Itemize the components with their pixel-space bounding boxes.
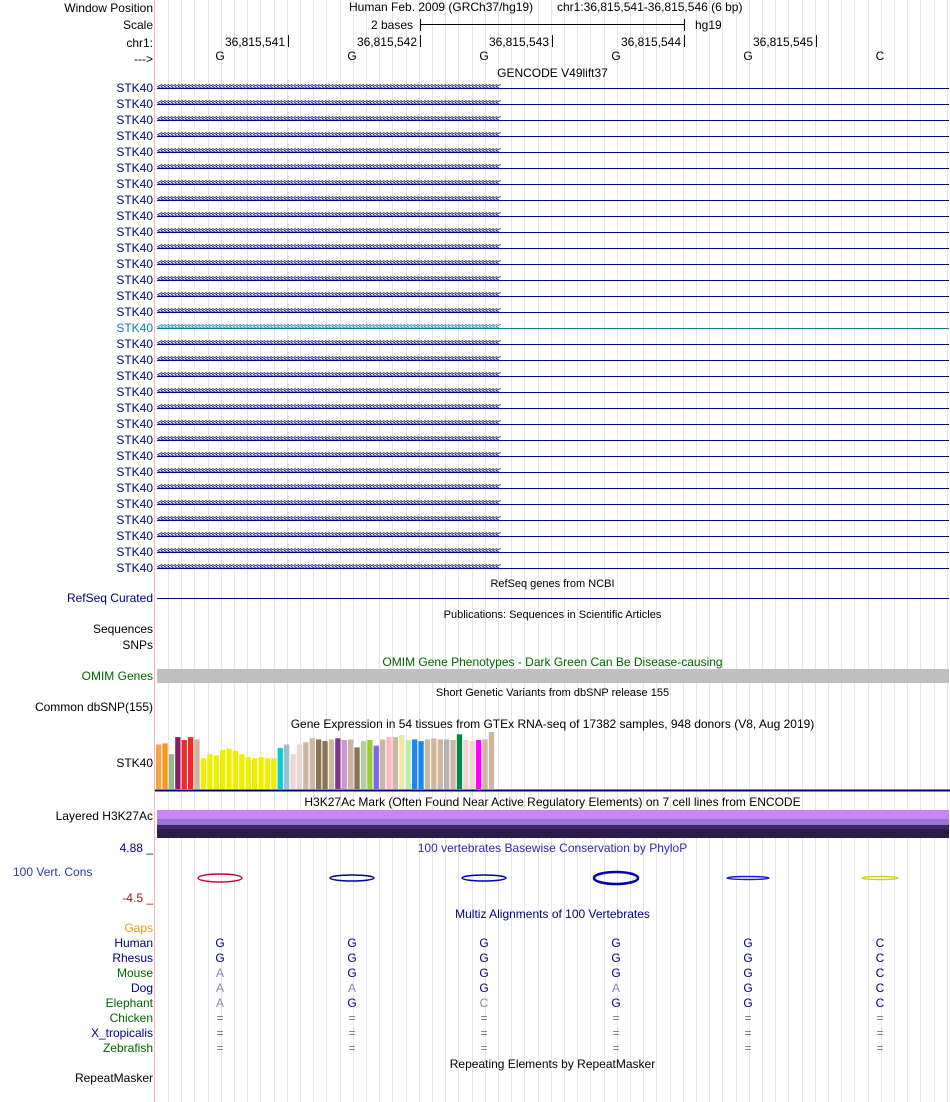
aligned-base: C bbox=[875, 951, 885, 965]
scale-bar-right-cap bbox=[684, 19, 685, 31]
gtex-tissue-bar[interactable] bbox=[226, 749, 231, 790]
repeatmasker-label[interactable]: RepeatMasker bbox=[74, 1071, 153, 1085]
gtex-tissue-bar[interactable] bbox=[220, 750, 225, 789]
phylop-conservation-plot[interactable] bbox=[155, 866, 950, 890]
ruler-tick-mark bbox=[552, 35, 553, 47]
species-label[interactable]: Rhesus bbox=[112, 951, 153, 965]
gtex-tissue-bar[interactable] bbox=[303, 742, 308, 789]
refseq-gene-line[interactable] bbox=[157, 598, 949, 599]
gtex-tissue-bar[interactable] bbox=[322, 741, 327, 789]
gencode-transcript[interactable] bbox=[0, 80, 950, 96]
dbsnp-label[interactable]: Common dbSNP(155) bbox=[34, 700, 153, 714]
gtex-tissue-bar[interactable] bbox=[399, 735, 404, 789]
gtex-tissue-bar[interactable] bbox=[156, 745, 161, 790]
gtex-tissue-bar[interactable] bbox=[431, 738, 436, 789]
aligned-base: C bbox=[875, 996, 885, 1010]
aligned-base: = bbox=[216, 1011, 224, 1025]
aligned-base: A bbox=[215, 966, 224, 980]
strand-arrows: < < < < < < < < < < < < < < < < < < < < < < < < < < < < < < < < < < < < < < < < < < < < < < < < < < < < < < < < < < < < < < < < < < < < < < < < < < < < < < < < < < < < < < < < < < < < < < < < < < < < bbox=[157, 450, 499, 461]
aligned-base: = bbox=[612, 1011, 620, 1025]
aligned-base: G bbox=[347, 936, 357, 950]
gtex-tissue-bar[interactable] bbox=[329, 739, 334, 789]
gtex-tissue-bar[interactable] bbox=[258, 757, 263, 789]
gtex-tissue-bar[interactable] bbox=[175, 737, 180, 789]
aligned-base: = bbox=[744, 1011, 752, 1025]
transcript-label[interactable]: STK40 bbox=[116, 545, 153, 559]
aligned-base: G bbox=[743, 951, 753, 965]
refseq-track-title: RefSeq genes from NCBI bbox=[490, 578, 615, 590]
gtex-tissue-bar[interactable] bbox=[194, 739, 199, 789]
reference-base: G bbox=[611, 49, 621, 63]
strand-arrows: < < < < < < < < < < < < < < < < < < < < < < < < < < < < < < < < < < < < < < < < < < < < < < < < < < < < < < < < < < < < < < < < < < < < < < < < < < < < < < < < < < < < < < < < < < < < < < < < < < < < bbox=[157, 146, 499, 157]
alignment-row[interactable] bbox=[0, 996, 950, 1011]
gtex-track-title: Gene Expression in 54 tissues from GTEx RNA-seq of 17382 samples, 948 donors (V8, Aug 2019) bbox=[290, 717, 815, 731]
phylop-base-glyph bbox=[594, 872, 638, 884]
gencode-transcript[interactable] bbox=[0, 352, 950, 368]
transcript-label[interactable]: STK40 bbox=[116, 305, 153, 319]
aligned-base: G bbox=[479, 981, 489, 995]
strand-arrows: < < < < < < < < < < < < < < < < < < < < < < < < < < < < < < < < < < < < < < < < < < < < < < < < < < < < < < < < < < < < < < < < < < < < < < < < < < < < < < < < < < < < < < < < < < < < < < < < < < < < bbox=[157, 114, 499, 125]
ruler-tick-label: 36,815,545 bbox=[752, 35, 813, 49]
strand-arrows: < < < < < < < < < < < < < < < < < < < < < < < < < < < < < < < < < < < < < < < < < < < < < < < < < < < < < < < < < < < < < < < < < < < < < < < < < < < < < < < < < < < < < < < < < < < < < < < < < < < < bbox=[157, 242, 499, 253]
species-label[interactable]: Dog bbox=[130, 981, 153, 995]
species-label[interactable]: Zebrafish bbox=[102, 1041, 153, 1055]
ruler-tick-label: 36,815,541 bbox=[224, 35, 285, 49]
transcript-label[interactable]: STK40 bbox=[116, 257, 153, 271]
gtex-tissue-bar[interactable] bbox=[271, 758, 276, 789]
transcript-label[interactable]: STK40 bbox=[116, 161, 153, 175]
phylop-ymin-label: -4.5 _ bbox=[122, 891, 153, 905]
gencode-transcript[interactable] bbox=[0, 320, 950, 336]
gencode-transcript[interactable] bbox=[0, 288, 950, 304]
aligned-base: G bbox=[215, 936, 225, 950]
aligned-base: G bbox=[347, 996, 357, 1010]
strand-arrows: < < < < < < < < < < < < < < < < < < < < < < < < < < < < < < < < < < < < < < < < < < < < < < < < < < < < < < < < < < < < < < < < < < < < < < < < < < < < < < < < < < < < < < < < < < < < < < < < < < < < bbox=[157, 530, 499, 541]
phylop-ymax-label: 4.88 _ bbox=[119, 841, 153, 855]
h3k27ac-label[interactable]: Layered H3K27Ac bbox=[55, 809, 153, 823]
gencode-transcript[interactable] bbox=[0, 368, 950, 384]
gencode-transcript[interactable] bbox=[0, 208, 950, 224]
publications-track-title: Publications: Sequences in Scientific Articles bbox=[443, 609, 662, 621]
gtex-expression-chart[interactable] bbox=[155, 731, 950, 793]
gtex-gene-label[interactable]: STK40 bbox=[116, 756, 153, 770]
scale-bar-left-cap bbox=[420, 19, 421, 31]
alignment-row[interactable] bbox=[0, 1011, 950, 1026]
aligned-base: G bbox=[743, 996, 753, 1010]
gtex-tissue-bar[interactable] bbox=[214, 755, 219, 789]
gtex-tissue-bar[interactable] bbox=[246, 757, 251, 789]
aligned-base: = bbox=[216, 1026, 224, 1040]
gtex-tissue-bar[interactable] bbox=[310, 738, 315, 789]
gencode-transcript[interactable] bbox=[0, 128, 950, 144]
gencode-transcript[interactable] bbox=[0, 480, 950, 496]
aligned-base: G bbox=[347, 966, 357, 980]
alignment-row[interactable] bbox=[0, 936, 950, 951]
ruler-tick-mark bbox=[684, 35, 685, 47]
transcript-label[interactable]: STK40 bbox=[116, 369, 153, 383]
strand-arrows: < < < < < < < < < < < < < < < < < < < < < < < < < < < < < < < < < < < < < < < < < < < < < < < < < < < < < < < < < < < < < < < < < < < < < < < < < < < < < < < < < < < < < < < < < < < < < < < < < < < < bbox=[157, 546, 499, 557]
gencode-transcript[interactable] bbox=[0, 560, 950, 576]
transcript-label[interactable]: STK40 bbox=[116, 97, 153, 111]
transcript-label[interactable]: STK40 bbox=[116, 497, 153, 511]
transcript-label[interactable]: STK40 bbox=[116, 529, 153, 543]
scale-bar bbox=[420, 24, 684, 25]
gencode-transcript[interactable] bbox=[0, 304, 950, 320]
strand-arrows: < < < < < < < < < < < < < < < < < < < < < < < < < < < < < < < < < < < < < < < < < < < < < < < < < < < < < < < < < < < < < < < < < < < < < < < < < < < < < < < < < < < < < < < < < < < < < < < < < < < < bbox=[157, 98, 499, 109]
strand-label: ---> bbox=[134, 52, 153, 66]
aligned-base: = bbox=[480, 1011, 488, 1025]
gtex-tissue-bar[interactable] bbox=[297, 745, 302, 790]
gtex-tissue-bar[interactable] bbox=[182, 740, 187, 789]
strand-arrows: < < < < < < < < < < < < < < < < < < < < < < < < < < < < < < < < < < < < < < < < < < < < < < < < < < < < < < < < < < < < < < < < < < < < < < < < < < < < < < < < < < < < < < < < < < < < < < < < < < < < bbox=[157, 466, 499, 477]
multiz-track-title: Multiz Alignments of 100 Vertebrates bbox=[455, 907, 650, 921]
gencode-transcript[interactable] bbox=[0, 496, 950, 512]
strand-arrows: < < < < < < < < < < < < < < < < < < < < < < < < < < < < < < < < < < < < < < < < < < < < < < < < < < < < < < < < < < < < < < < < < < < < < < < < < < < < < < < < < < < < < < < < < < < < < < < < < < < < bbox=[157, 274, 499, 285]
window-position-label: Window Position bbox=[64, 1, 153, 15]
gtex-tissue-bar[interactable] bbox=[367, 740, 372, 789]
aligned-base: = bbox=[348, 1026, 356, 1040]
repeatmasker-track-title: Repeating Elements by RepeatMasker bbox=[449, 1057, 656, 1071]
gtex-tissue-bar[interactable] bbox=[489, 732, 494, 789]
gtex-tissue-bar[interactable] bbox=[482, 739, 487, 789]
strand-arrows: < < < < < < < < < < < < < < < < < < < < < < < < < < < < < < < < < < < < < < < < < < < < < < < < < < < < < < < < < < < < < < < < < < < < < < < < < < < < < < < < < < < < < < < < < < < < < < < < < < < < bbox=[157, 162, 499, 173]
chrom-label: chr1: bbox=[126, 36, 153, 50]
aligned-base: = bbox=[744, 1041, 752, 1055]
transcript-label[interactable]: STK40 bbox=[116, 209, 153, 223]
gencode-transcript[interactable] bbox=[0, 96, 950, 112]
transcript-label[interactable]: STK40 bbox=[116, 225, 153, 239]
aligned-base: G bbox=[611, 951, 621, 965]
transcript-label[interactable]: STK40 bbox=[116, 193, 153, 207]
aligned-base: = bbox=[744, 1026, 752, 1040]
gencode-transcript[interactable] bbox=[0, 464, 950, 480]
transcript-label[interactable]: STK40 bbox=[116, 289, 153, 303]
ruler-tick-mark bbox=[420, 35, 421, 47]
aligned-base: = bbox=[348, 1011, 356, 1025]
aligned-base: G bbox=[743, 966, 753, 980]
gtex-tissue-bar[interactable] bbox=[425, 739, 430, 789]
species-label[interactable]: X_tropicalis bbox=[90, 1026, 153, 1040]
strand-arrows: < < < < < < < < < < < < < < < < < < < < < < < < < < < < < < < < < < < < < < < < < < < < < < < < < < < < < < < < < < < < < < < < < < < < < < < < < < < < < < < < < < < < < < < < < < < < < < < < < < < < bbox=[157, 354, 499, 365]
aligned-base: = bbox=[216, 1041, 224, 1055]
gencode-transcript[interactable] bbox=[0, 432, 950, 448]
transcript-label[interactable]: STK40 bbox=[116, 385, 153, 399]
db-name: hg19 bbox=[695, 18, 722, 32]
gtex-tissue-bar[interactable] bbox=[444, 739, 449, 789]
aligned-base: A bbox=[215, 981, 224, 995]
ruler-tick-label: 36,815,543 bbox=[488, 35, 549, 49]
reference-base: G bbox=[347, 49, 357, 63]
aligned-base: A bbox=[611, 981, 620, 995]
gtex-tissue-bar[interactable] bbox=[457, 734, 462, 789]
aligned-base: G bbox=[743, 981, 753, 995]
phylop-base-glyph bbox=[727, 877, 769, 880]
aligned-base: G bbox=[479, 966, 489, 980]
aligned-base: = bbox=[348, 1041, 356, 1055]
gtex-tissue-bar[interactable] bbox=[290, 754, 295, 789]
gtex-tissue-bar[interactable] bbox=[201, 758, 206, 789]
strand-arrows: < < < < < < < < < < < < < < < < < < < < < < < < < < < < < < < < < < < < < < < < < < < < < < < < < < < < < < < < < < < < < < < < < < < < < < < < < < < < < < < < < < < < < < < < < < < < < < < < < < < < bbox=[157, 82, 499, 93]
gencode-transcript[interactable] bbox=[0, 224, 950, 240]
phylop-base-glyph bbox=[862, 877, 898, 880]
gtex-tissue-bar[interactable] bbox=[412, 739, 417, 789]
omim-gene-bar[interactable] bbox=[157, 669, 949, 683]
dbsnp-track-title: Short Genetic Variants from dbSNP release 155 bbox=[435, 687, 670, 699]
publications-snps-label[interactable]: SNPs bbox=[122, 638, 153, 652]
strand-arrows: < < < < < < < < < < < < < < < < < < < < < < < < < < < < < < < < < < < < < < < < < < < < < < < < < < < < < < < < < < < < < < < < < < < < < < < < < < < < < < < < < < < < < < < < < < < < < < < < < < < < bbox=[157, 178, 499, 189]
gencode-transcript[interactable] bbox=[0, 336, 950, 352]
gtex-tissue-bar[interactable] bbox=[380, 739, 385, 789]
alignment-row[interactable] bbox=[0, 1026, 950, 1041]
aligned-base: = bbox=[612, 1041, 620, 1055]
phylop-label[interactable]: 100 Vert. Cons bbox=[13, 865, 93, 879]
gtex-tissue-bar[interactable] bbox=[342, 740, 347, 789]
phylop-base-glyph bbox=[462, 875, 506, 881]
refseq-label[interactable]: RefSeq Curated bbox=[66, 591, 153, 605]
h3k27ac-track-title: H3K27Ac Mark (Often Found Near Active Regulatory Elements) on 7 cell lines from ENCODE bbox=[304, 795, 801, 809]
gtex-tissue-bar[interactable] bbox=[239, 754, 244, 789]
gtex-tissue-bar[interactable] bbox=[207, 754, 212, 789]
omim-track-title: OMIM Gene Phenotypes - Dark Green Can Be Disease-causing bbox=[382, 655, 723, 669]
aligned-base: G bbox=[611, 936, 621, 950]
publications-sequences-label[interactable]: Sequences bbox=[92, 622, 153, 636]
ruler-tick-label: 36,815,542 bbox=[356, 35, 417, 49]
multiz-gaps-label[interactable]: Gaps bbox=[124, 921, 153, 935]
transcript-label[interactable]: STK40 bbox=[116, 465, 153, 479]
ruler-tick-mark bbox=[816, 35, 817, 47]
gtex-tissue-bar[interactable] bbox=[169, 754, 174, 789]
aligned-base: = bbox=[876, 1011, 884, 1025]
strand-arrows: < < < < < < < < < < < < < < < < < < < < < < < < < < < < < < < < < < < < < < < < < < < < < < < < < < < < < < < < < < < < < < < < < < < < < < < < < < < < < < < < < < < < < < < < < < < < < < < < < < < < bbox=[157, 258, 499, 269]
h3k27ac-band bbox=[157, 829, 949, 838]
species-label[interactable]: Elephant bbox=[105, 996, 153, 1010]
gencode-transcript[interactable] bbox=[0, 448, 950, 464]
reference-base: G bbox=[215, 49, 225, 63]
aligned-base: C bbox=[875, 966, 885, 980]
alignment-row[interactable] bbox=[0, 951, 950, 966]
strand-arrows: < < < < < < < < < < < < < < < < < < < < < < < < < < < < < < < < < < < < < < < < < < < < < < < < < < < < < < < < < < < < < < < < < < < < < < < < < < < < < < < < < < < < < < < < < < < < < < < < < < < < bbox=[157, 482, 499, 493]
transcript-label[interactable]: STK40 bbox=[116, 513, 153, 527]
strand-arrows: < < < < < < < < < < < < < < < < < < < < < < < < < < < < < < < < < < < < < < < < < < < < < < < < < < < < < < < < < < < < < < < < < < < < < < < < < < < < < < < < < < < < < < < < < < < < < < < < < < < < bbox=[157, 322, 499, 333]
gencode-transcript[interactable] bbox=[0, 416, 950, 432]
gencode-transcript[interactable] bbox=[0, 192, 950, 208]
strand-arrows: < < < < < < < < < < < < < < < < < < < < < < < < < < < < < < < < < < < < < < < < < < < < < < < < < < < < < < < < < < < < < < < < < < < < < < < < < < < < < < < < < < < < < < < < < < < < < < < < < < < < bbox=[157, 370, 499, 381]
alignment-row[interactable] bbox=[0, 1041, 950, 1056]
transcript-label[interactable]: STK40 bbox=[116, 481, 153, 495]
aligned-base: G bbox=[479, 936, 489, 950]
transcript-label[interactable]: STK40 bbox=[116, 113, 153, 127]
aligned-base: = bbox=[480, 1026, 488, 1040]
strand-arrows: < < < < < < < < < < < < < < < < < < < < < < < < < < < < < < < < < < < < < < < < < < < < < < < < < < < < < < < < < < < < < < < < < < < < < < < < < < < < < < < < < < < < < < < < < < < < < < < < < < < < bbox=[157, 226, 499, 237]
species-label[interactable]: Mouse bbox=[116, 966, 153, 980]
scale-bar-text: 2 bases bbox=[371, 18, 414, 32]
transcript-label[interactable]: STK40 bbox=[116, 337, 153, 351]
strand-arrows: < < < < < < < < < < < < < < < < < < < < < < < < < < < < < < < < < < < < < < < < < < < < < < < < < < < < < < < < < < < < < < < < < < < < < < < < < < < < < < < < < < < < < < < < < < < < < < < < < < < < bbox=[157, 130, 499, 141]
strand-arrows: < < < < < < < < < < < < < < < < < < < < < < < < < < < < < < < < < < < < < < < < < < < < < < < < < < < < < < < < < < < < < < < < < < < < < < < < < < < < < < < < < < < < < < < < < < < < < < < < < < < < bbox=[157, 402, 499, 413]
transcript-label[interactable]: STK40 bbox=[116, 81, 153, 95]
gencode-transcript[interactable] bbox=[0, 240, 950, 256]
position-text: chr1:36,815,541-36,815,546 (6 bp) bbox=[557, 0, 743, 14]
gtex-tissue-bar[interactable] bbox=[470, 741, 475, 789]
gtex-tissue-bar[interactable] bbox=[188, 737, 193, 789]
alignment-row[interactable] bbox=[0, 981, 950, 996]
gtex-tissue-bar[interactable] bbox=[406, 740, 411, 789]
gtex-tissue-bar[interactable] bbox=[386, 737, 391, 789]
gencode-transcript[interactable] bbox=[0, 384, 950, 400]
strand-arrows: < < < < < < < < < < < < < < < < < < < < < < < < < < < < < < < < < < < < < < < < < < < < < < < < < < < < < < < < < < < < < < < < < < < < < < < < < < < < < < < < < < < < < < < < < < < < < < < < < < < < bbox=[157, 194, 499, 205]
aligned-base: C bbox=[479, 996, 489, 1010]
ruler-tick-mark bbox=[288, 35, 289, 47]
reference-base: G bbox=[479, 49, 489, 63]
aligned-base: G bbox=[743, 936, 753, 950]
assembly-title: Human Feb. 2009 (GRCh37/hg19) bbox=[349, 0, 534, 14]
gencode-track-title: GENCODE V49lift37 bbox=[497, 66, 608, 80]
gencode-transcript[interactable] bbox=[0, 160, 950, 176]
alignment-row[interactable] bbox=[0, 966, 950, 981]
reference-base: C bbox=[875, 49, 885, 63]
gencode-transcript[interactable] bbox=[0, 400, 950, 416]
transcript-label[interactable]: STK40 bbox=[116, 353, 153, 367]
gencode-transcript[interactable] bbox=[0, 512, 950, 528]
transcript-label[interactable]: STK40 bbox=[116, 145, 153, 159]
strand-arrows: < < < < < < < < < < < < < < < < < < < < < < < < < < < < < < < < < < < < < < < < < < < < < < < < < < < < < < < < < < < < < < < < < < < < < < < < < < < < < < < < < < < < < < < < < < < < < < < < < < < < bbox=[157, 562, 499, 573]
transcript-label[interactable]: STK40 bbox=[116, 401, 153, 415]
strand-arrows: < < < < < < < < < < < < < < < < < < < < < < < < < < < < < < < < < < < < < < < < < < < < < < < < < < < < < < < < < < < < < < < < < < < < < < < < < < < < < < < < < < < < < < < < < < < < < < < < < < < < bbox=[157, 514, 499, 525]
aligned-base: G bbox=[611, 966, 621, 980]
transcript-label[interactable]: STK40 bbox=[116, 321, 153, 335]
gtex-tissue-bar[interactable] bbox=[374, 746, 379, 789]
h3k27ac-band bbox=[157, 810, 949, 819]
gtex-tissue-bar[interactable] bbox=[348, 739, 353, 789]
strand-arrows: < < < < < < < < < < < < < < < < < < < < < < < < < < < < < < < < < < < < < < < < < < < < < < < < < < < < < < < < < < < < < < < < < < < < < < < < < < < < < < < < < < < < < < < < < < < < < < < < < < < < bbox=[157, 434, 499, 445]
gtex-tissue-bar[interactable] bbox=[335, 738, 340, 789]
gtex-tissue-bar[interactable] bbox=[393, 737, 398, 789]
gencode-transcript[interactable] bbox=[0, 176, 950, 192]
strand-arrows: < < < < < < < < < < < < < < < < < < < < < < < < < < < < < < < < < < < < < < < < < < < < < < < < < < < < < < < < < < < < < < < < < < < < < < < < < < < < < < < < < < < < < < < < < < < < < < < < < < < < bbox=[157, 418, 499, 429]
gtex-tissue-bar[interactable] bbox=[361, 741, 366, 789]
transcript-label[interactable]: STK40 bbox=[116, 417, 153, 431]
phylop-base-glyph bbox=[198, 874, 242, 882]
aligned-base: = bbox=[876, 1026, 884, 1040]
strand-arrows: < < < < < < < < < < < < < < < < < < < < < < < < < < < < < < < < < < < < < < < < < < < < < < < < < < < < < < < < < < < < < < < < < < < < < < < < < < < < < < < < < < < < < < < < < < < < < < < < < < < < bbox=[157, 338, 499, 349]
phylop-base-glyph bbox=[330, 875, 374, 881]
gencode-transcript[interactable] bbox=[0, 272, 950, 288]
gtex-tissue-bar[interactable] bbox=[233, 751, 238, 789]
aligned-base: G bbox=[215, 951, 225, 965]
scale-label: Scale bbox=[122, 18, 153, 32]
gtex-tissue-bar[interactable] bbox=[450, 740, 455, 789]
transcript-label[interactable]: STK40 bbox=[116, 241, 153, 255]
aligned-base: C bbox=[875, 981, 885, 995]
phylop-track-title: 100 vertebrates Basewise Conservation by PhyloP bbox=[417, 841, 688, 855]
species-label[interactable]: Chicken bbox=[109, 1011, 153, 1025]
ruler-tick-label: 36,815,544 bbox=[620, 35, 681, 49]
strand-arrows: < < < < < < < < < < < < < < < < < < < < < < < < < < < < < < < < < < < < < < < < < < < < < < < < < < < < < < < < < < < < < < < < < < < < < < < < < < < < < < < < < < < < < < < < < < < < < < < < < < < < bbox=[157, 498, 499, 509]
gtex-tissue-bar[interactable] bbox=[252, 758, 257, 789]
h3k27ac-signal-bands[interactable] bbox=[157, 810, 949, 838]
gtex-tissue-bar[interactable] bbox=[265, 758, 270, 789]
gencode-transcript[interactable] bbox=[0, 112, 950, 128]
aligned-base: G bbox=[347, 951, 357, 965]
transcript-label[interactable]: STK40 bbox=[116, 273, 153, 287]
gtex-tissue-bar[interactable] bbox=[354, 747, 359, 789]
strand-arrows: < < < < < < < < < < < < < < < < < < < < < < < < < < < < < < < < < < < < < < < < < < < < < < < < < < < < < < < < < < < < < < < < < < < < < < < < < < < < < < < < < < < < < < < < < < < < < < < < < < < < bbox=[157, 290, 499, 301]
strand-arrows: < < < < < < < < < < < < < < < < < < < < < < < < < < < < < < < < < < < < < < < < < < < < < < < < < < < < < < < < < < < < < < < < < < < < < < < < < < < < < < < < < < < < < < < < < < < < < < < < < < < < bbox=[157, 306, 499, 317]
gtex-tissue-bar[interactable] bbox=[284, 745, 289, 790]
transcript-label[interactable]: STK40 bbox=[116, 433, 153, 447]
aligned-base: = bbox=[612, 1026, 620, 1040]
gtex-tissue-bar[interactable] bbox=[418, 741, 423, 789]
gencode-transcript[interactable] bbox=[0, 544, 950, 560]
gtex-tissue-bar[interactable] bbox=[463, 740, 468, 789]
gtex-tissue-bar[interactable] bbox=[316, 739, 321, 789]
gencode-transcript[interactable] bbox=[0, 528, 950, 544]
reference-base: G bbox=[743, 49, 753, 63]
gtex-tissue-bar[interactable] bbox=[278, 748, 283, 789]
gencode-transcript[interactable] bbox=[0, 256, 950, 272]
strand-arrows: < < < < < < < < < < < < < < < < < < < < < < < < < < < < < < < < < < < < < < < < < < < < < < < < < < < < < < < < < < < < < < < < < < < < < < < < < < < < < < < < < < < < < < < < < < < < < < < < < < < < bbox=[157, 210, 499, 221]
gtex-tissue-bar[interactable] bbox=[438, 739, 443, 789]
gtex-tissue-bar[interactable] bbox=[162, 743, 167, 789]
transcript-label[interactable]: STK40 bbox=[116, 449, 153, 463]
transcript-label[interactable]: STK40 bbox=[116, 129, 153, 143]
gencode-transcript[interactable] bbox=[0, 144, 950, 160]
aligned-base: A bbox=[215, 996, 224, 1010]
aligned-base: G bbox=[611, 996, 621, 1010]
aligned-base: G bbox=[479, 951, 489, 965]
omim-label[interactable]: OMIM Genes bbox=[81, 669, 153, 683]
transcript-label[interactable]: STK40 bbox=[116, 177, 153, 191]
aligned-base: C bbox=[875, 936, 885, 950]
aligned-base: = bbox=[480, 1041, 488, 1055]
aligned-base: = bbox=[876, 1041, 884, 1055]
species-label[interactable]: Human bbox=[114, 936, 153, 950]
transcript-label[interactable]: STK40 bbox=[116, 561, 153, 575]
gtex-tissue-bar[interactable] bbox=[476, 740, 481, 789]
aligned-base: A bbox=[347, 981, 356, 995]
strand-arrows: < < < < < < < < < < < < < < < < < < < < < < < < < < < < < < < < < < < < < < < < < < < < < < < < < < < < < < < < < < < < < < < < < < < < < < < < < < < < < < < < < < < < < < < < < < < < < < < < < < < < bbox=[157, 386, 499, 397]
